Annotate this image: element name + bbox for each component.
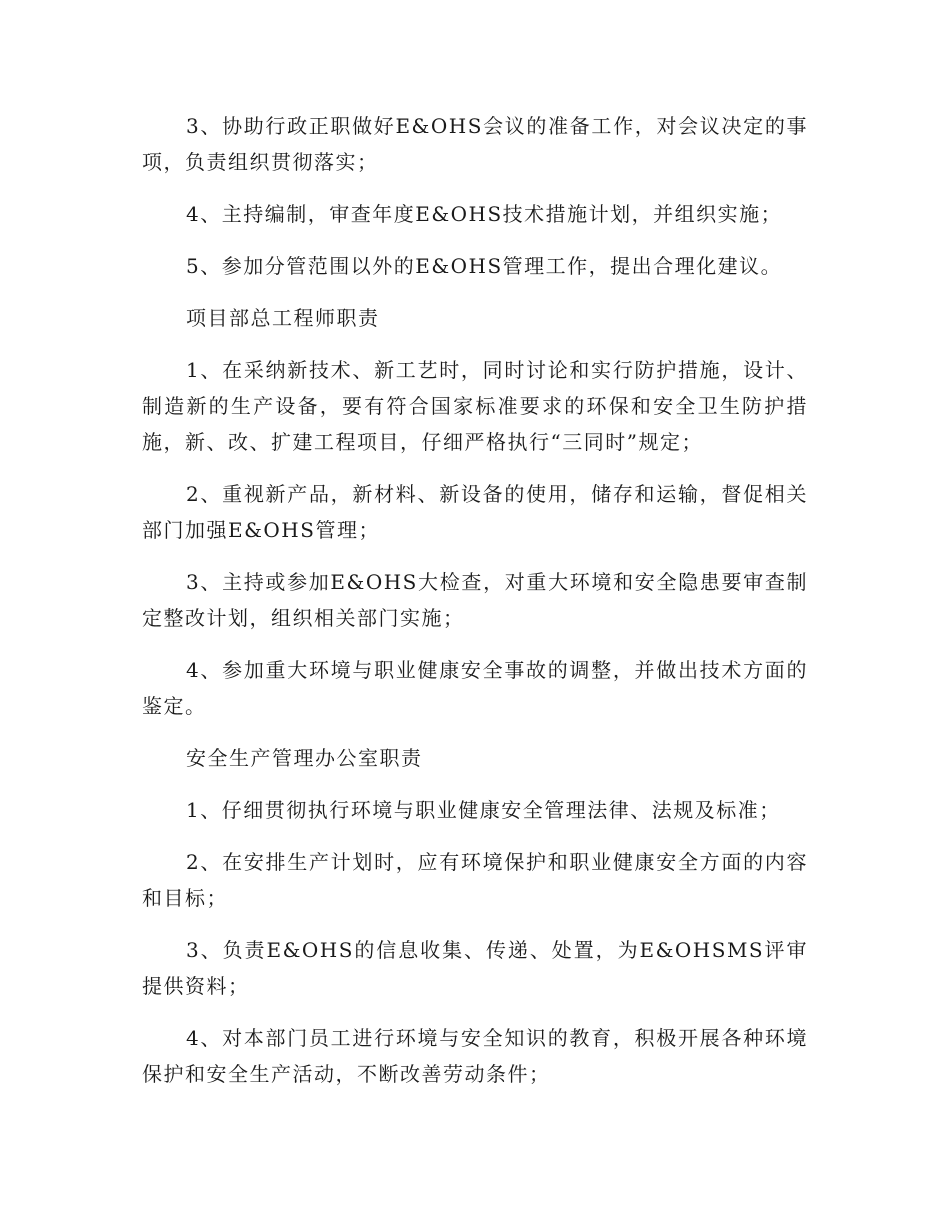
paragraph-office-duty-2: 2、在安排生产计划时，应有环境保护和职业健康安全方面的内容和目标； <box>142 850 808 910</box>
paragraph-office-duty-1: 1、仔细贯彻执行环境与职业健康安全管理法律、法规及标准； <box>186 798 781 822</box>
paragraph-engineer-duty-3: 3、主持或参加E&OHS大检查，对重大环境和安全隐患要审查制定整改计划，组织相关部门实施； <box>142 570 808 630</box>
paragraph-leader-duty-3: 3、协助行政正职做好E&OHS会议的准备工作，对会议决定的事项，负责组织贯彻落实； <box>142 114 808 174</box>
section-heading-chief-engineer: 项目部总工程师职责 <box>186 306 380 330</box>
paragraph-office-duty-3: 3、负责E&OHS的信息收集、传递、处置，为E&OHSMS评审提供资料； <box>142 938 808 998</box>
paragraph-office-duty-4: 4、对本部门员工进行环境与安全知识的教育，积极开展各种环境保护和安全生产活动，不断改善劳动条件； <box>142 1026 808 1086</box>
paragraph-engineer-duty-4: 4、参加重大环境与职业健康安全事故的调整，并做出技术方面的鉴定。 <box>142 658 808 718</box>
paragraph-leader-duty-4: 4、主持编制，审查年度E&OHS技术措施计划，并组织实施； <box>186 202 783 226</box>
paragraph-engineer-duty-2: 2、重视新产品，新材料、新设备的使用，储存和运输，督促相关部门加强E&OHS管理； <box>142 482 808 542</box>
paragraph-engineer-duty-1: 1、在采纳新技术、新工艺时，同时讨论和实行防护措施，设计、制造新的生产设备，要有符合国家标准要求的环保和安全卫生防护措施，新、改、扩建工程项目，仔细严格执行“三同时”规定； <box>142 358 808 454</box>
document-body <box>142 108 808 1108</box>
paragraph-leader-duty-5: 5、参加分管范围以外的E&OHS管理工作，提出合理化建议。 <box>186 254 783 278</box>
section-heading-safety-office: 安全生产管理办公室职责 <box>186 746 423 770</box>
